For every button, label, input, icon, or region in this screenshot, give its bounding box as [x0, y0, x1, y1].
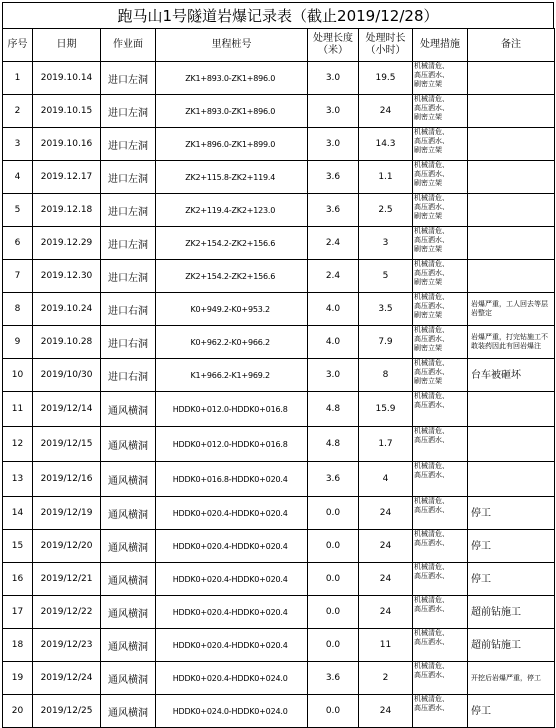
measure-line: [414, 515, 467, 524]
cell-date: 2019/12/24: [33, 662, 101, 695]
cell-face: 进口左洞: [101, 161, 156, 194]
cell-measures: [413, 392, 468, 427]
cell-note: [468, 260, 555, 293]
measure-line: 刷密立架: [414, 278, 442, 286]
table-body: [3, 62, 555, 728]
cell-mileage: [156, 326, 308, 359]
measure-line: 高压洒水、: [414, 302, 449, 310]
cell-face: 通风横洞: [101, 596, 156, 629]
header-duration: 处理时长（小时）: [359, 29, 413, 62]
measure-line: 高压洒水、: [414, 401, 449, 409]
mileage-to: ZK1+899.0: [231, 139, 276, 149]
mileage-to: HDDK0+024.0: [231, 673, 288, 683]
cell-idx: 17: [3, 596, 33, 629]
header-row: [3, 29, 555, 62]
mileage-to: K0+953.2: [231, 304, 270, 314]
cell-mileage: [156, 194, 308, 227]
cell-duration: 24: [359, 563, 413, 596]
mileage-from: ZK2+119.4-: [185, 205, 232, 215]
cell-measures: [413, 95, 468, 128]
cell-idx: 20: [3, 695, 33, 728]
table-row: [3, 326, 555, 359]
measure-line: [414, 410, 467, 419]
table-row: [3, 427, 555, 462]
cell-duration: 11: [359, 629, 413, 662]
cell-face: 通风横洞: [101, 563, 156, 596]
measure-line: 刷密立架: [414, 179, 442, 187]
measure-line: 高压洒水、: [414, 704, 449, 712]
cell-note: [468, 194, 555, 227]
cell-note: [468, 392, 555, 427]
cell-date: 2019.12.17: [33, 161, 101, 194]
record-table: [2, 28, 555, 728]
cell-length: 0.0: [308, 695, 359, 728]
cell-mileage: [156, 293, 308, 326]
cell-duration: 19.5: [359, 62, 413, 95]
measure-line: 高压洒水、: [414, 104, 449, 112]
cell-measures: [413, 326, 468, 359]
cell-length: 0.0: [308, 629, 359, 662]
mileage-to: ZK2+119.4: [231, 172, 276, 182]
measure-line: [414, 614, 467, 623]
cell-mileage: [156, 695, 308, 728]
header-face: 作业面: [101, 29, 156, 62]
mileage-from: HDDK0+016.8-: [172, 474, 232, 484]
cell-idx: 7: [3, 260, 33, 293]
cell-idx: 19: [3, 662, 33, 695]
measure-line: 刷密立架: [414, 212, 442, 220]
mileage-to: K1+969.2: [231, 370, 270, 380]
measure-line: 机械清危、: [414, 427, 449, 435]
table-row: [3, 95, 555, 128]
cell-note: 超前钻施工: [468, 596, 555, 629]
cell-duration: 8: [359, 359, 413, 392]
table-row: [3, 530, 555, 563]
cell-duration: 24: [359, 530, 413, 563]
cell-measures: [413, 596, 468, 629]
measure-line: 高压洒水、: [414, 368, 449, 376]
cell-measures: [413, 563, 468, 596]
table-row: [3, 662, 555, 695]
measure-line: 高压洒水、: [414, 137, 449, 145]
mileage-from: ZK1+893.0-: [185, 73, 232, 83]
mileage-from: HDDK0+020.4-: [172, 640, 232, 650]
cell-measures: [413, 530, 468, 563]
measure-line: 机械清危、: [414, 497, 449, 505]
cell-idx: 8: [3, 293, 33, 326]
cell-measures: [413, 462, 468, 497]
measure-line: 高压洒水、: [414, 436, 449, 444]
cell-idx: 5: [3, 194, 33, 227]
measure-line: 机械清危、: [414, 161, 449, 169]
measure-line: 高压洒水、: [414, 671, 449, 679]
measure-line: 刷密立架: [414, 377, 442, 385]
cell-face: 通风横洞: [101, 427, 156, 462]
cell-face: 通风横洞: [101, 392, 156, 427]
mileage-from: HDDK0+020.4-: [172, 673, 232, 683]
measure-line: [414, 713, 467, 722]
cell-face: 进口右洞: [101, 293, 156, 326]
measure-line: [414, 480, 467, 489]
table-row: [3, 359, 555, 392]
mileage-to: HDDK0+024.0: [231, 706, 288, 716]
mileage-from: HDDK0+012.0-: [172, 439, 232, 449]
mileage-from: HDDK0+020.4-: [172, 607, 232, 617]
cell-length: 3.0: [308, 359, 359, 392]
cell-face: 进口右洞: [101, 359, 156, 392]
cell-mileage: [156, 530, 308, 563]
table-row: [3, 194, 555, 227]
measure-line: 高压洒水、: [414, 203, 449, 211]
cell-length: 0.0: [308, 530, 359, 563]
mileage-to: HDDK0+020.4: [231, 541, 288, 551]
cell-duration: 24: [359, 497, 413, 530]
mileage-to: ZK2+156.6: [231, 271, 276, 281]
mileage-from: ZK2+154.2-: [185, 238, 232, 248]
cell-face: 通风横洞: [101, 629, 156, 662]
cell-face: 通风横洞: [101, 695, 156, 728]
cell-note: [468, 95, 555, 128]
measure-line: 高压洒水、: [414, 269, 449, 277]
cell-face: 进口左洞: [101, 227, 156, 260]
measure-line: 刷密立架: [414, 344, 442, 352]
cell-duration: 2.5: [359, 194, 413, 227]
cell-mileage: [156, 128, 308, 161]
cell-length: 3.0: [308, 62, 359, 95]
cell-length: 2.4: [308, 227, 359, 260]
cell-face: 通风横洞: [101, 497, 156, 530]
header-mileage: 里程桩号: [156, 29, 308, 62]
cell-idx: 18: [3, 629, 33, 662]
sheet-title: 跑马山1号隧道岩爆记录表（截止2019/12/28）: [2, 2, 554, 28]
mileage-to: ZK2+156.6: [231, 238, 276, 248]
cell-note: [468, 227, 555, 260]
cell-mileage: [156, 563, 308, 596]
mileage-from: HDDK0+024.0-: [172, 706, 232, 716]
table-row: [3, 497, 555, 530]
cell-mileage: [156, 596, 308, 629]
measure-line: [414, 548, 467, 557]
cell-idx: 6: [3, 227, 33, 260]
cell-duration: 3: [359, 227, 413, 260]
measure-line: 机械清危、: [414, 695, 449, 703]
mileage-from: K0+949.2-: [190, 304, 232, 314]
cell-note: 停工: [468, 695, 555, 728]
cell-note: [468, 161, 555, 194]
cell-length: 0.0: [308, 497, 359, 530]
measure-line: 机械清危、: [414, 227, 449, 235]
cell-mileage: [156, 227, 308, 260]
mileage-from: HDDK0+020.4-: [172, 574, 232, 584]
cell-length: 3.6: [308, 194, 359, 227]
mileage-to: HDDK0+020.4: [231, 508, 288, 518]
mileage-from: K0+962.2-: [190, 337, 232, 347]
cell-idx: 12: [3, 427, 33, 462]
cell-duration: 7.9: [359, 326, 413, 359]
measure-line: [414, 581, 467, 590]
measure-line: 机械清危、: [414, 392, 449, 400]
cell-note: 停工: [468, 563, 555, 596]
cell-duration: 2: [359, 662, 413, 695]
measure-line: 机械清危、: [414, 462, 449, 470]
cell-measures: [413, 695, 468, 728]
cell-date: 2019.10.16: [33, 128, 101, 161]
measure-line: [414, 680, 467, 689]
cell-duration: 15.9: [359, 392, 413, 427]
cell-date: 2019.12.29: [33, 227, 101, 260]
cell-mileage: [156, 62, 308, 95]
cell-duration: 14.3: [359, 128, 413, 161]
mileage-from: ZK2+154.2-: [185, 271, 232, 281]
cell-idx: 3: [3, 128, 33, 161]
measure-line: 高压洒水、: [414, 335, 449, 343]
rockburst-record-sheet: [2, 2, 554, 728]
cell-date: 2019/12/16: [33, 462, 101, 497]
mileage-to: HDDK0+020.4: [231, 474, 288, 484]
cell-measures: [413, 293, 468, 326]
header-date: 日期: [33, 29, 101, 62]
measure-line: 刷密立架: [414, 245, 442, 253]
table-row: [3, 695, 555, 728]
cell-duration: 1.7: [359, 427, 413, 462]
cell-idx: 15: [3, 530, 33, 563]
table-row: [3, 629, 555, 662]
table-row: [3, 462, 555, 497]
cell-duration: 4: [359, 462, 413, 497]
table-row: [3, 128, 555, 161]
cell-note: 岩爆严重，工人回去等层岩整定: [468, 293, 555, 326]
cell-idx: 14: [3, 497, 33, 530]
cell-face: 通风横洞: [101, 662, 156, 695]
cell-note: 台车被砸坏: [468, 359, 555, 392]
cell-note: [468, 427, 555, 462]
cell-duration: 24: [359, 596, 413, 629]
cell-duration: 3.5: [359, 293, 413, 326]
cell-idx: 9: [3, 326, 33, 359]
cell-duration: 1.1: [359, 161, 413, 194]
table-row: [3, 161, 555, 194]
measure-line: 机械清危、: [414, 530, 449, 538]
cell-mileage: [156, 359, 308, 392]
cell-idx: 4: [3, 161, 33, 194]
cell-idx: 2: [3, 95, 33, 128]
table-row: [3, 260, 555, 293]
measure-line: 机械清危、: [414, 662, 449, 670]
mileage-to: HDDK0+020.4: [231, 574, 288, 584]
cell-note: [468, 62, 555, 95]
cell-face: 进口左洞: [101, 95, 156, 128]
table-row: [3, 293, 555, 326]
cell-mileage: [156, 161, 308, 194]
mileage-from: HDDK0+012.0-: [172, 404, 232, 414]
measure-line: [414, 647, 467, 656]
cell-length: 4.0: [308, 293, 359, 326]
measure-line: 高压洒水、: [414, 170, 449, 178]
mileage-to: HDDK0+020.4: [231, 640, 288, 650]
mileage-from: K1+966.2-: [190, 370, 232, 380]
header-length: 处理长度（米）: [308, 29, 359, 62]
mileage-to: ZK2+123.0: [231, 205, 276, 215]
measure-line: 高压洒水、: [414, 572, 449, 580]
cell-idx: 11: [3, 392, 33, 427]
cell-length: 3.0: [308, 95, 359, 128]
measure-line: 机械清危、: [414, 596, 449, 604]
cell-note: [468, 128, 555, 161]
cell-face: 进口左洞: [101, 128, 156, 161]
mileage-to: HDDK0+016.8: [231, 404, 288, 414]
measure-line: 机械清危、: [414, 326, 449, 334]
measure-line: 机械清危、: [414, 128, 449, 136]
measure-line: 机械清危、: [414, 62, 449, 70]
measure-line: 机械清危、: [414, 194, 449, 202]
mileage-to: HDDK0+020.4: [231, 607, 288, 617]
cell-length: 4.8: [308, 427, 359, 462]
mileage-from: HDDK0+020.4-: [172, 541, 232, 551]
cell-note: 超前钻施工: [468, 629, 555, 662]
cell-mileage: [156, 427, 308, 462]
cell-measures: [413, 427, 468, 462]
measure-line: 高压洒水、: [414, 506, 449, 514]
measure-line: 高压洒水、: [414, 539, 449, 547]
cell-date: 2019.12.30: [33, 260, 101, 293]
cell-note: 停工: [468, 497, 555, 530]
mileage-from: ZK1+893.0-: [185, 106, 232, 116]
cell-date: 2019.10.15: [33, 95, 101, 128]
cell-measures: [413, 128, 468, 161]
cell-date: 2019.10.14: [33, 62, 101, 95]
cell-mileage: [156, 260, 308, 293]
table-row: [3, 392, 555, 427]
measure-line: 机械清危、: [414, 629, 449, 637]
cell-measures: [413, 662, 468, 695]
cell-face: 进口左洞: [101, 194, 156, 227]
cell-date: 2019.12.18: [33, 194, 101, 227]
cell-face: 通风横洞: [101, 462, 156, 497]
measure-line: 高压洒水、: [414, 471, 449, 479]
measure-line: 机械清危、: [414, 95, 449, 103]
cell-date: 2019/12/20: [33, 530, 101, 563]
cell-measures: [413, 260, 468, 293]
cell-duration: 5: [359, 260, 413, 293]
cell-length: 2.4: [308, 260, 359, 293]
cell-mileage: [156, 392, 308, 427]
mileage-to: HDDK0+016.8: [231, 439, 288, 449]
cell-length: 4.0: [308, 326, 359, 359]
measure-line: 机械清危、: [414, 563, 449, 571]
cell-date: 2019.10.28: [33, 326, 101, 359]
cell-mileage: [156, 462, 308, 497]
mileage-to: ZK1+896.0: [231, 106, 276, 116]
mileage-from: HDDK0+020.4-: [172, 508, 232, 518]
measure-line: 机械清危、: [414, 293, 449, 301]
header-idx: 序号: [3, 29, 33, 62]
cell-measures: [413, 161, 468, 194]
cell-note: [468, 462, 555, 497]
measure-line: 刷密立架: [414, 113, 442, 121]
cell-face: 通风横洞: [101, 530, 156, 563]
cell-date: 2019/12/25: [33, 695, 101, 728]
cell-idx: 1: [3, 62, 33, 95]
cell-duration: 24: [359, 95, 413, 128]
cell-idx: 10: [3, 359, 33, 392]
measure-line: 刷密立架: [414, 80, 442, 88]
cell-idx: 16: [3, 563, 33, 596]
cell-measures: [413, 62, 468, 95]
cell-mileage: [156, 662, 308, 695]
cell-date: 2019/12/22: [33, 596, 101, 629]
cell-date: 2019/12/19: [33, 497, 101, 530]
cell-length: 3.6: [308, 462, 359, 497]
measure-line: 高压洒水、: [414, 236, 449, 244]
table-row: [3, 227, 555, 260]
mileage-from: ZK2+115.8-: [185, 172, 232, 182]
measure-line: 机械清危、: [414, 260, 449, 268]
cell-date: 2019.10.24: [33, 293, 101, 326]
header-notes: 备注: [468, 29, 555, 62]
measure-line: 高压洒水、: [414, 638, 449, 646]
cell-face: 进口右洞: [101, 326, 156, 359]
cell-mileage: [156, 629, 308, 662]
cell-face: 进口左洞: [101, 62, 156, 95]
measure-line: 机械清危、: [414, 359, 449, 367]
cell-mileage: [156, 497, 308, 530]
cell-date: 2019/12/15: [33, 427, 101, 462]
cell-measures: [413, 194, 468, 227]
cell-length: 3.6: [308, 161, 359, 194]
cell-note: 开挖后岩爆严重，停工: [468, 662, 555, 695]
header-measures: 处理措施: [413, 29, 468, 62]
cell-idx: 13: [3, 462, 33, 497]
cell-measures: [413, 227, 468, 260]
cell-duration: 24: [359, 695, 413, 728]
cell-measures: [413, 359, 468, 392]
table-row: [3, 596, 555, 629]
cell-mileage: [156, 95, 308, 128]
table-row: [3, 62, 555, 95]
measure-line: 高压洒水、: [414, 71, 449, 79]
measure-line: 刷密立架: [414, 146, 442, 154]
mileage-to: ZK1+896.0: [231, 73, 276, 83]
cell-measures: [413, 497, 468, 530]
cell-face: 进口左洞: [101, 260, 156, 293]
cell-length: 0.0: [308, 596, 359, 629]
cell-date: 2019/12/14: [33, 392, 101, 427]
measure-line: [414, 445, 467, 454]
mileage-from: ZK1+896.0-: [185, 139, 232, 149]
cell-date: 2019/12/23: [33, 629, 101, 662]
table-row: [3, 563, 555, 596]
cell-length: 3.6: [308, 662, 359, 695]
cell-length: 0.0: [308, 563, 359, 596]
cell-length: 4.8: [308, 392, 359, 427]
measure-line: 刷密立架: [414, 311, 442, 319]
measure-line: 高压洒水、: [414, 605, 449, 613]
cell-date: 2019/10/30: [33, 359, 101, 392]
mileage-to: K0+966.2: [231, 337, 270, 347]
cell-date: 2019/12/21: [33, 563, 101, 596]
cell-measures: [413, 629, 468, 662]
cell-note: 停工: [468, 530, 555, 563]
cell-note: 岩爆严重，打完钻施工不敢装药因此有回岩爆注: [468, 326, 555, 359]
cell-length: 3.0: [308, 128, 359, 161]
